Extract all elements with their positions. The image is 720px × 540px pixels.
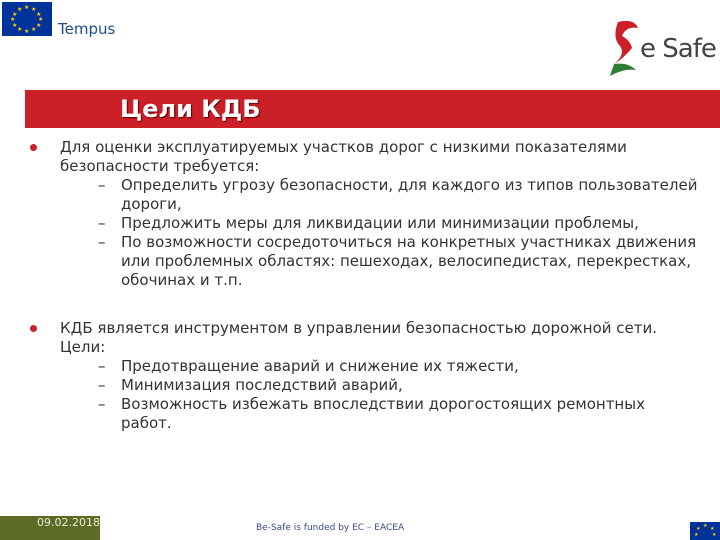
bullet-item [30,319,700,433]
eu-flag-icon: ★ ★ ★ ★ ★ ★ ★ ★ ★ ★ ★ ★ [2,2,52,36]
bullet-text: Для оценки эксплуатируемых участков дорог с низкими показателями безопасности требуется: [60,138,627,175]
bullet-item [30,138,700,290]
bullet-text: КДБ является инструментом в управлении безопасностью дорожной сети. Цели: [60,319,658,356]
sub-item: – Определить угрозу безопасности, для каждого из типов пользователей дороги, [98,176,698,213]
esafe-logo-text: e Safe [640,34,716,64]
bullet-dot-icon [30,144,37,151]
sub-item: – По возможности сосредоточиться на конкретных участниках движения или проблемных областях: пешеходах, велосипедистах, перекрестках, обочинах и т.п. [98,233,697,289]
footer-date: 09.02.2018 [0,516,100,540]
slide-content [30,138,700,462]
sub-item: – Предложить меры для ликвидации или минимизации проблемы, [98,214,639,232]
footer-funding-text: Be-Safe is funded by EC – EACEA [256,523,405,533]
slide-title: Цели КДБ [120,95,261,123]
bullet-dot-icon [30,325,37,332]
page-number: 5 [683,528,690,539]
program-name: Tempus [58,20,116,38]
footer-eu-flag-icon: ★ ★ ★ ★ ★ [690,522,720,540]
sub-item: – Минимизация последствий аварий, [98,376,403,394]
sub-item: – Возможность избежать впоследствии дорогостоящих ремонтных работ. [98,395,645,432]
sub-item: – Предотвращение аварий и снижение их тяжести, [98,357,519,375]
